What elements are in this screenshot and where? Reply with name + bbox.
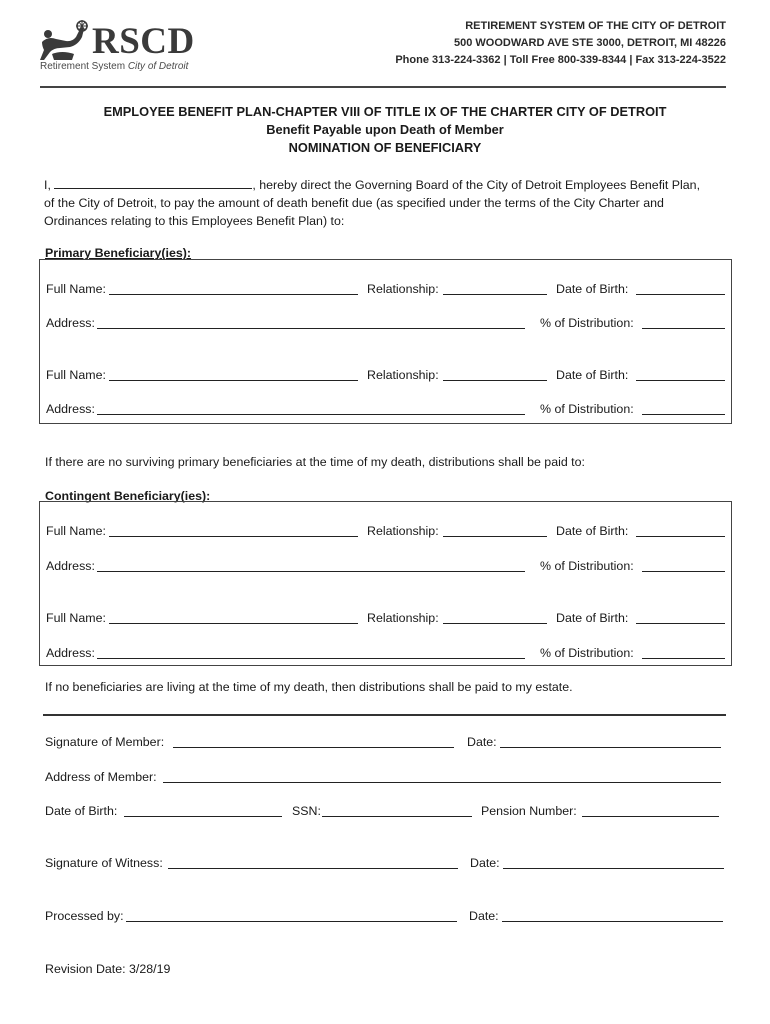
contingent-1-full-name-field[interactable]: [109, 536, 358, 537]
member-address-field[interactable]: [163, 782, 721, 783]
logo-wordmark: RSCD: [92, 21, 195, 62]
distribution-label: % of Distribution:: [540, 559, 634, 573]
revision-date: Revision Date: 3/28/19: [45, 962, 171, 976]
primary-2-name-row: [46, 368, 723, 384]
contingent-beneficiaries-box: [39, 501, 732, 666]
full-name-label: Full Name:: [46, 611, 106, 625]
address-label: Address:: [46, 646, 95, 660]
relationship-label: Relationship:: [367, 524, 439, 538]
pension-number-field[interactable]: [582, 816, 719, 817]
header-divider: [40, 86, 726, 88]
primary-1-dob-field[interactable]: [636, 294, 725, 295]
logo-subtitle: [40, 61, 188, 72]
full-name-label: Full Name:: [46, 282, 106, 296]
relationship-label: Relationship:: [367, 282, 439, 296]
primary-beneficiaries-box: [39, 259, 732, 424]
member-ssn-field[interactable]: [322, 816, 472, 817]
rscd-logo: [38, 18, 208, 78]
dob-label: Date of Birth:: [556, 524, 629, 538]
member-signature-field[interactable]: [173, 747, 454, 748]
dob-label: Date of Birth:: [556, 611, 629, 625]
primary-1-address-row: [46, 316, 723, 332]
title-line-3: NOMINATION OF BENEFICIARY: [288, 140, 482, 155]
primary-1-address-field[interactable]: [97, 328, 525, 329]
witness-date-field[interactable]: [503, 868, 724, 869]
contingent-2-full-name-field[interactable]: [109, 623, 358, 624]
contingent-1-dob-field[interactable]: [636, 536, 725, 537]
member-signature-label: Signature of Member:: [45, 735, 165, 749]
spirit-of-detroit-icon: [38, 18, 94, 62]
primary-1-distribution-field[interactable]: [642, 328, 725, 329]
dob-label: Date of Birth:: [556, 282, 629, 296]
relationship-label: Relationship:: [367, 368, 439, 382]
contingent-2-distribution-field[interactable]: [642, 658, 725, 659]
member-address-label: Address of Member:: [45, 770, 157, 784]
witness-row: [45, 856, 726, 872]
primary-2-relationship-field[interactable]: [443, 380, 547, 381]
org-name: RETIREMENT SYSTEM OF THE CITY OF DETROIT: [465, 20, 726, 32]
contingent-beneficiaries-label: Contingent Beneficiary(ies):: [45, 489, 211, 503]
contingent-1-address-row: [46, 559, 723, 575]
member-address-row: [45, 770, 726, 786]
member-ssn-label: SSN:: [292, 804, 321, 818]
processed-date-field[interactable]: [502, 921, 723, 922]
processed-by-field[interactable]: [126, 921, 457, 922]
witness-date-label: Date:: [470, 856, 500, 870]
intro-line-2: of the City of Detroit, to pay the amount of death benefit due (as specified under the terms of the City Charter and: [44, 196, 664, 210]
member-dob-label: Date of Birth:: [45, 804, 118, 818]
full-name-label: Full Name:: [46, 368, 106, 382]
primary-2-address-field[interactable]: [97, 414, 525, 415]
member-name-field[interactable]: [54, 177, 252, 189]
full-name-label: Full Name:: [46, 524, 106, 538]
relationship-label: Relationship:: [367, 611, 439, 625]
processed-date-label: Date:: [469, 909, 499, 923]
primary-1-name-row: [46, 282, 723, 298]
distribution-label: % of Distribution:: [540, 316, 634, 330]
distribution-label: % of Distribution:: [540, 646, 634, 660]
processed-by-label: Processed by:: [45, 909, 124, 923]
address-label: Address:: [46, 316, 95, 330]
contingent-note: If there are no surviving primary beneficiaries at the time of my death, distributions shall be paid to:: [45, 455, 585, 469]
estate-note: If no beneficiaries are living at the time of my death, then distributions shall be paid to my estate.: [45, 680, 573, 694]
member-signature-row: [45, 735, 726, 751]
contingent-1-address-field[interactable]: [97, 571, 525, 572]
intro-paragraph: [44, 176, 726, 230]
pension-number-label: Pension Number:: [481, 804, 577, 818]
primary-beneficiaries-label: Primary Beneficiary(ies):: [45, 246, 192, 260]
form-title: [0, 103, 770, 157]
signature-divider: [43, 714, 726, 716]
processed-row: [45, 909, 726, 925]
member-dob-field[interactable]: [124, 816, 282, 817]
logo-subtitle-city: City of Detroit: [127, 61, 189, 72]
contingent-1-distribution-field[interactable]: [642, 571, 725, 572]
contingent-2-relationship-field[interactable]: [443, 623, 547, 624]
witness-signature-field[interactable]: [168, 868, 458, 869]
contingent-2-dob-field[interactable]: [636, 623, 725, 624]
org-info: [395, 18, 726, 69]
member-date-field[interactable]: [500, 747, 721, 748]
contingent-2-address-field[interactable]: [97, 658, 525, 659]
witness-signature-label: Signature of Witness:: [45, 856, 163, 870]
title-line-2: Benefit Payable upon Death of Member: [266, 122, 504, 137]
primary-2-full-name-field[interactable]: [109, 380, 358, 381]
primary-1-full-name-field[interactable]: [109, 294, 358, 295]
address-label: Address:: [46, 559, 95, 573]
primary-2-distribution-field[interactable]: [642, 414, 725, 415]
primary-2-dob-field[interactable]: [636, 380, 725, 381]
org-address: 500 WOODWARD AVE STE 3000, DETROIT, MI 48226: [453, 37, 726, 49]
primary-2-address-row: [46, 402, 723, 418]
primary-1-relationship-field[interactable]: [443, 294, 547, 295]
member-date-label: Date:: [467, 735, 497, 749]
logo-subtitle-prefix: Retirement System: [40, 61, 128, 72]
contingent-2-name-row: [46, 611, 723, 627]
contingent-1-relationship-field[interactable]: [443, 536, 547, 537]
intro-line-3: Ordinances relating to this Employees Benefit Plan) to:: [44, 214, 345, 228]
dob-label: Date of Birth:: [556, 368, 629, 382]
member-id-row: [45, 804, 726, 820]
distribution-label: % of Distribution:: [540, 402, 634, 416]
contingent-1-name-row: [46, 524, 723, 540]
contingent-2-address-row: [46, 646, 723, 662]
org-contact: Phone 313-224-3362 | Toll Free 800-339-8344 | Fax 313-224-3522: [395, 54, 726, 66]
address-label: Address:: [46, 402, 95, 416]
intro-prefix: I,: [44, 178, 51, 192]
title-line-1: EMPLOYEE BENEFIT PLAN-CHAPTER VIII OF TITLE IX OF THE CHARTER CITY OF DETROIT: [103, 104, 667, 119]
intro-line-1: , hereby direct the Governing Board of the City of Detroit Employees Benefit Plan,: [252, 178, 701, 192]
